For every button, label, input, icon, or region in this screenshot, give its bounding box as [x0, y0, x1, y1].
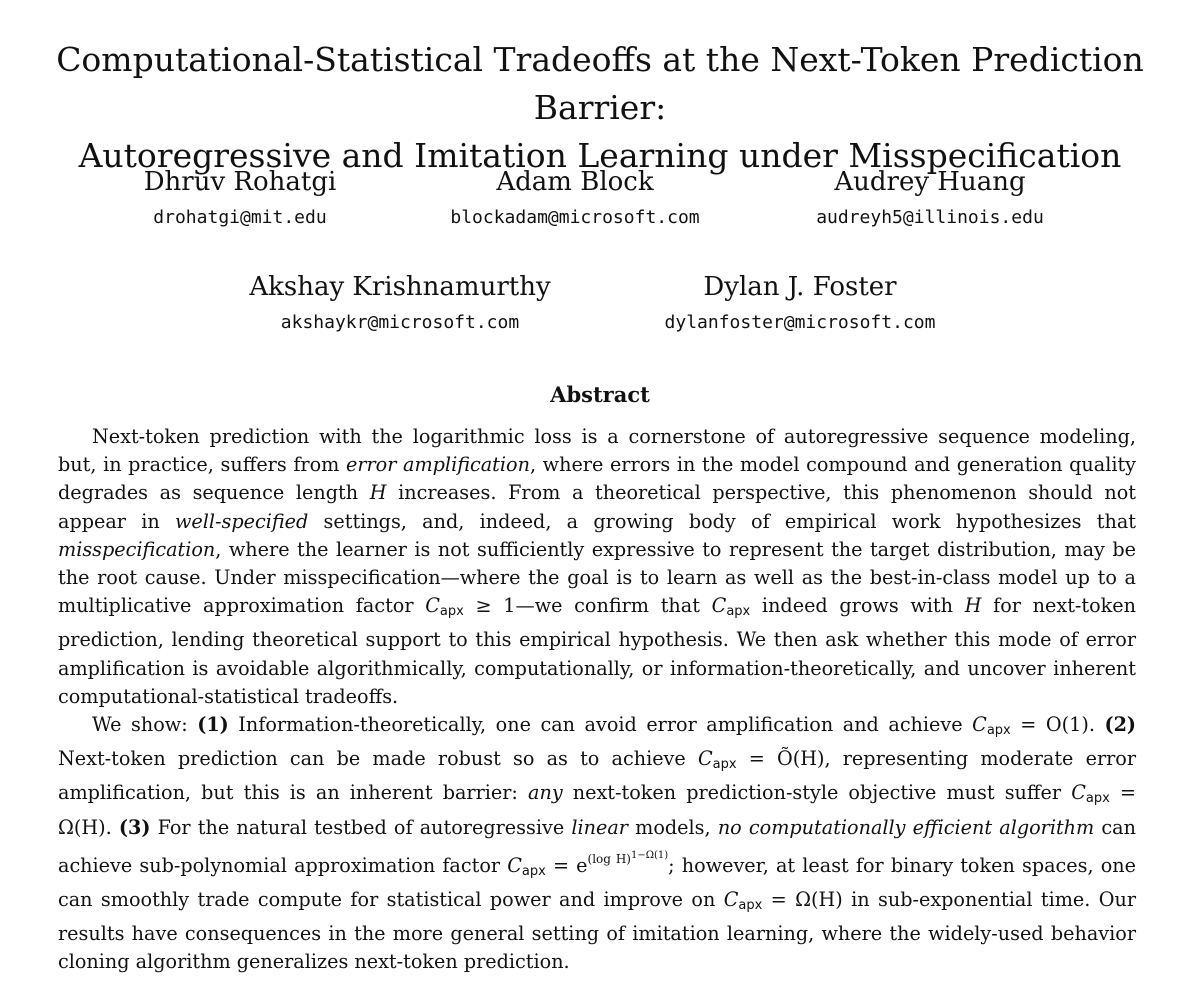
emphasis: no computationally efficient algorithm [717, 815, 1095, 839]
text-run: Information-theoretically, one can avoid error amplification and achieve [228, 713, 973, 737]
math-superscript-exp: 1−Ω(1) [630, 849, 669, 861]
math-var: H [369, 481, 387, 505]
math-var: C [711, 594, 727, 618]
text-run: , where errors in the model compound and generation quality degrades as sequence length [58, 453, 1137, 505]
title-line-1: Computational-Statistical Tradeoffs at the Next-Token Prediction Barrier: [56, 40, 1144, 127]
text-run: in sub-exponential time. Our results have consequences in the more general setting of imitation learning, where the widely-used behavior cloning algorithm generalizes next-token prediction. [58, 888, 1136, 974]
author-name: Akshay Krishnamurthy [249, 272, 551, 302]
text-run: can achieve sub-polynomial approximation factor [58, 815, 1136, 877]
abstract-heading: Abstract [550, 382, 650, 407]
abstract-paragraph-1 [58, 423, 1136, 711]
abstract-body [58, 423, 1136, 977]
math-subscript: apx [726, 604, 751, 620]
math-var: C [723, 888, 739, 912]
emphasis: misspecification [58, 537, 216, 561]
math-var: C [425, 594, 440, 618]
math-superscript-base: (log H) [587, 851, 631, 866]
author-email: drohatgi@mit.edu [153, 207, 327, 228]
math-subscript: apx [986, 723, 1011, 739]
author-block [240, 271, 560, 335]
abstract-paragraph-2 [58, 711, 1136, 977]
math-var: C [1071, 781, 1086, 805]
math-superscript [587, 849, 669, 866]
math-subscript: apx [712, 757, 737, 773]
emphasis: linear [571, 815, 628, 839]
math-var: C [697, 747, 713, 771]
math-expr: = O(1). [1010, 713, 1095, 737]
text-run: next-token prediction-style objective must suffer [562, 781, 1072, 805]
text-run: —we confirm that [515, 594, 712, 618]
math-var: C [507, 853, 522, 877]
math-expr: ≥ 1 [463, 594, 516, 618]
text-run: settings, and, indeed, a growing body of empirical work hypothesizes that [308, 509, 1136, 533]
emphasis: any [528, 781, 563, 805]
math-expr: = Ω(H) [762, 888, 843, 912]
math-var: C [972, 713, 987, 737]
author-name: Dhruv Rohatgi [143, 167, 337, 197]
text-run: We show: [92, 713, 198, 737]
text-run: increases. From a theoretical perspective, this phenomenon should not appear in [58, 481, 1136, 533]
math-expr: = Õ(H) [736, 747, 825, 771]
emphasis: error amplification [345, 453, 530, 477]
text-run: models, [627, 815, 718, 839]
text-run: , representing moderate error amplification, but this is an inherent barrier: [58, 747, 1137, 805]
text-run: Next-token prediction with the logarithmic loss is a cornerstone of autoregressive sequence modeling, but, in practice, suffers from [58, 425, 1136, 477]
text-run: For the natural testbed of autoregressive [150, 815, 572, 839]
math-subscript: apx [521, 863, 546, 879]
author-block [780, 166, 1080, 230]
math-expr: = e [545, 853, 588, 877]
emphasis: well-specified [174, 509, 309, 533]
paper-title [0, 36, 1200, 180]
author-block [640, 271, 960, 335]
math-subscript: apx [738, 898, 763, 914]
author-name: Dylan J. Foster [703, 272, 897, 302]
author-name: Adam Block [496, 167, 654, 197]
text-run: , where the learner is not sufficiently expressive to represent the target distribution, may be the root cause. Under misspecification—where the goal is to learn as well as the best-in-class model up to a multiplicative approximation factor [58, 537, 1136, 618]
title-line-2: Autoregressive and Imitation Learning under Misspecification [78, 136, 1122, 175]
author-email: audreyh5@illinois.edu [816, 207, 1044, 228]
math-var: H [964, 594, 982, 618]
text-run: indeed grows with [750, 594, 965, 618]
bold-label: (1) [197, 713, 229, 737]
text-run: Next-token prediction can be made robust so as to achieve [58, 747, 698, 771]
bold-label: (3) [118, 815, 151, 839]
text-run: for next-token prediction, lending theoretical support to this empirical hypothesis. We then ask whether this mode of error amplification is avoidable algorithmically, computationally, or information-theoretically, and uncover inherent computational-statistical tradeoffs. [58, 594, 1137, 708]
math-expr: = Ω(H). [58, 781, 1136, 839]
author-name: Audrey Huang [834, 167, 1026, 197]
math-subscript: apx [439, 604, 464, 620]
author-email: akshaykr@microsoft.com [280, 312, 520, 333]
author-block [430, 166, 720, 230]
author-email: dylanfoster@microsoft.com [664, 312, 936, 333]
math-subscript: apx [1085, 791, 1110, 807]
bold-label: (2) [1104, 713, 1136, 737]
author-email: blockadam@microsoft.com [450, 207, 700, 228]
author-block [140, 166, 340, 230]
text-run: ; however, at least for binary token spaces, one can smoothly trade compute for statistical power and improve on [58, 853, 1136, 912]
